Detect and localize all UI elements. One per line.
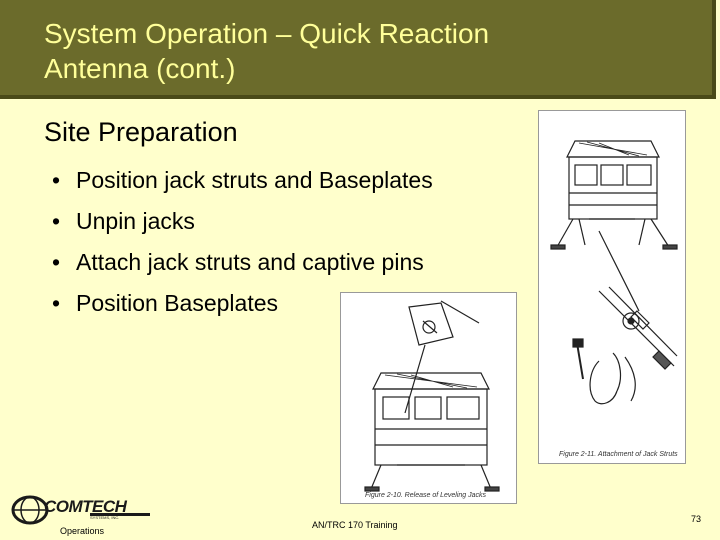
slide-title-line-2: Antenna (cont.) bbox=[44, 53, 236, 84]
bullet-text: Attach jack struts and captive pins bbox=[76, 249, 424, 275]
logo-subtext: SYSTEMS, INC. bbox=[90, 515, 120, 520]
figure-leveling-jack-release bbox=[340, 292, 517, 504]
figure-caption: Figure 2-11. Attachment of Jack Struts bbox=[559, 451, 678, 458]
title-bar bbox=[0, 0, 716, 99]
slide-title-line-1: System Operation – Quick Reaction bbox=[44, 18, 490, 49]
bullet-text: Position jack struts and Baseplates bbox=[76, 167, 433, 193]
figure-jack-strut-attachment bbox=[538, 110, 686, 464]
slide-title bbox=[44, 16, 684, 86]
bullet-item bbox=[52, 201, 433, 242]
bullet-dot: • bbox=[52, 249, 61, 275]
bullet-item bbox=[52, 242, 433, 283]
footer-course-label: AN/TRC 170 Training bbox=[312, 520, 398, 530]
figure-caption: Figure 2-10. Release of Leveling Jacks bbox=[365, 492, 487, 499]
section-heading: Site Preparation bbox=[44, 117, 238, 147]
bullet-dot: • bbox=[52, 167, 61, 193]
leveling-jack-illustration bbox=[341, 293, 516, 503]
bullet-dot: • bbox=[52, 290, 61, 316]
bullet-text: Unpin jacks bbox=[76, 208, 195, 234]
bullet-dot: • bbox=[52, 208, 61, 234]
bullet-item bbox=[52, 160, 433, 201]
bullet-text: Position Baseplates bbox=[76, 290, 279, 316]
footer-section-label: Operations bbox=[60, 526, 105, 536]
comtech-logo bbox=[10, 494, 160, 528]
jack-strut-illustration bbox=[539, 111, 685, 463]
page-number: 73 bbox=[691, 514, 702, 524]
logo-wordmark: COMTECH bbox=[44, 497, 127, 516]
